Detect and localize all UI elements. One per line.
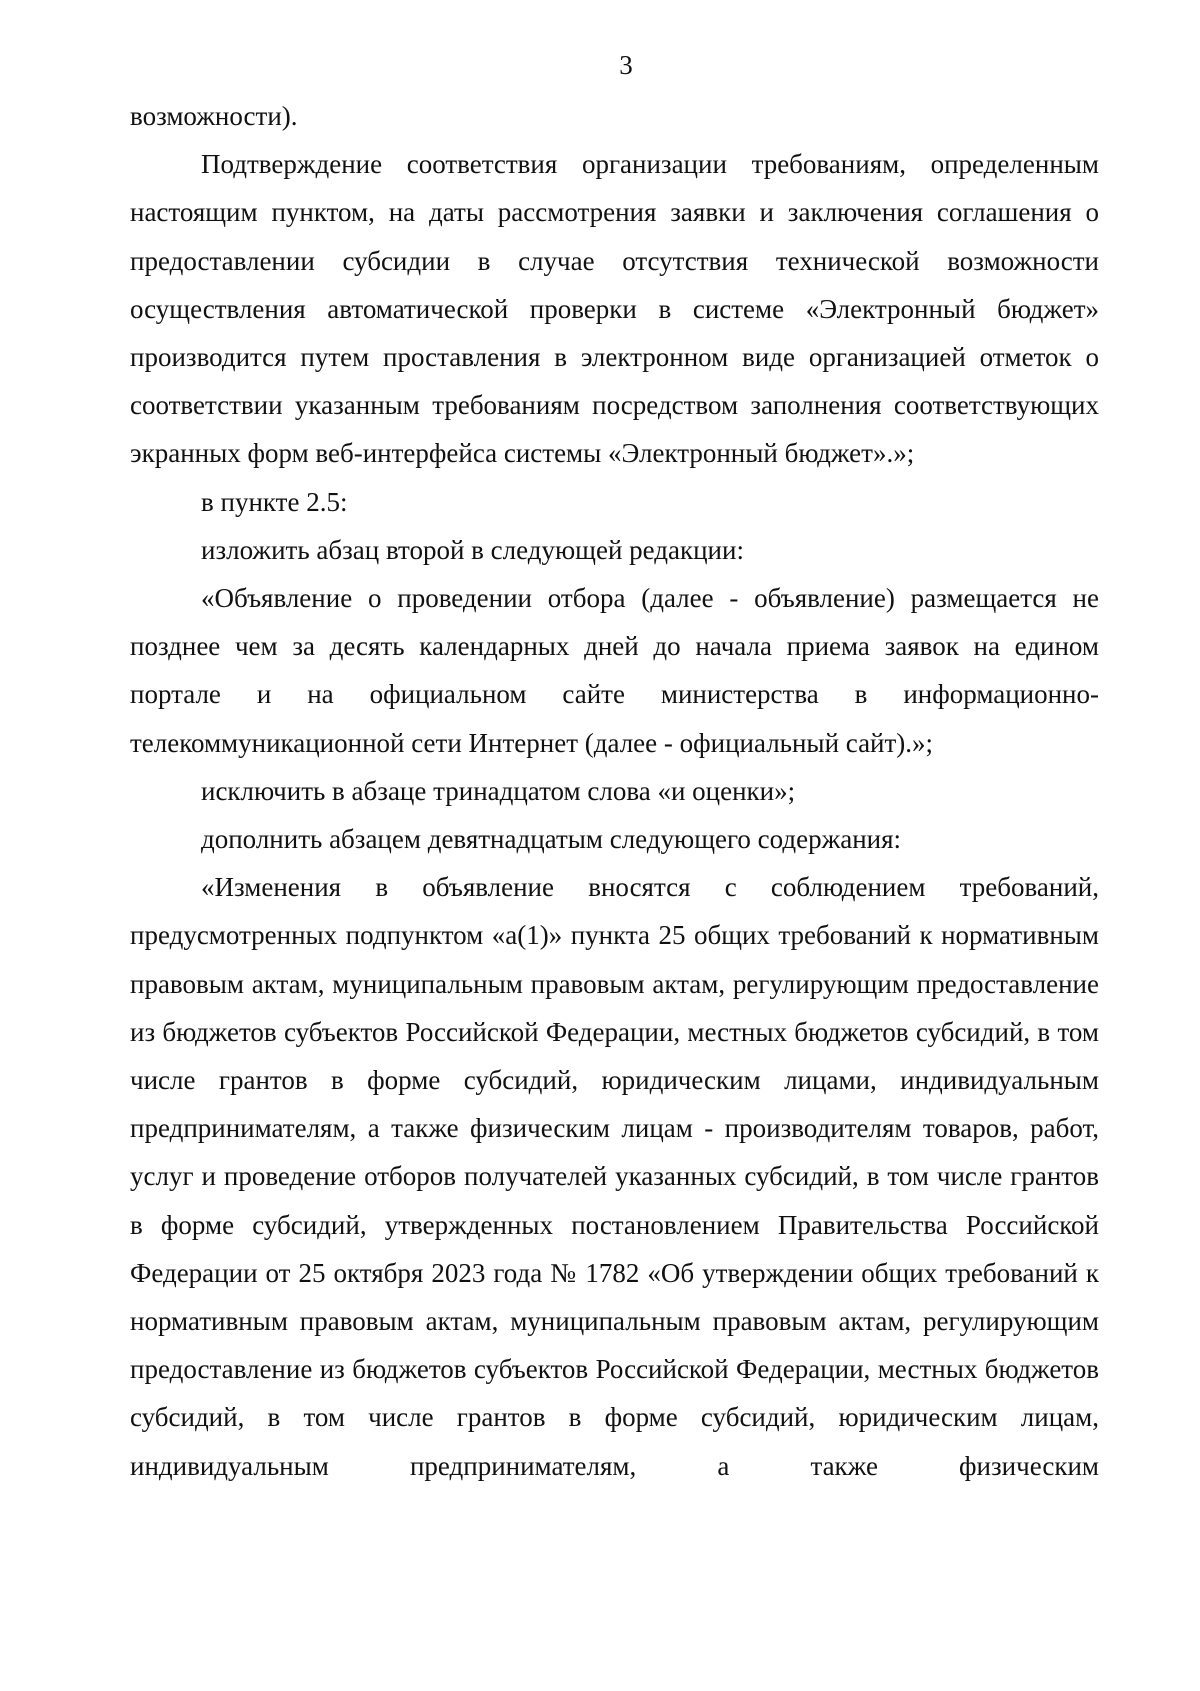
- page-number: 3: [619, 50, 633, 80]
- paragraph-confirmation: Подтверждение соответствия организации требованиям, определенным настоящим пунктом, на даты рассмотрения заявки и заключения соглашения о предоставлении субсидии в случае отсутствия технической возможности осуществления автоматической проверки в системе «Электронный бюджет» производится путем проставления в электронном виде организацией отметок о соответствии указанным требованиям посредством заполнения соответствующих экранных форм веб-интерфейса системы «Электронный бюджет».»;: [130, 149, 1099, 469]
- paragraph-continuation: возможности).: [130, 101, 298, 131]
- paragraph-amendments: «Изменения в объявление вносятся с соблюдением требований, предусмотренных подпунктом «а(1)» пункта 25 общих требований к нормативным правовым актам, муниципальным правовым актам, регулирующим предоставление из бюджетов субъектов Российской Федерации, местных бюджетов субсидий, в том числе грантов в форме субсидий, юридическим лицами, индивидуальным предпринимателям, а также физическим лицам - производителям товаров, работ, услуг и проведение отборов получателей указанных субсидий, в том числе грантов в форме субсидий, утвержденных постановлением Правительства Российской Федерации от 25 октября 2023 года № 1782 «Об утверждении общих требований к нормативным правовым актам, муниципальным правовым актам, регулирующим предоставление из бюджетов субъектов Российской Федерации, местных бюджетов субсидий, в том числе грантов в форме субсидий, юридическим лицам, индивидуальным предпринимателям, а также физическим: [130, 872, 1099, 1481]
- paragraph-instruction-add: дополнить абзацем девятнадцатым следующего содержания:: [201, 824, 902, 855]
- paragraph-clause-ref: в пункте 2.5:: [201, 486, 348, 517]
- paragraph-announcement: «Объявление о проведении отбора (далее - объявление) размещается не позднее чем за десять календарных дней до начала приема заявок на едином портале и на официальном сайте министерства в информационно-телекоммуникационной сети Интернет (далее - официальный сайт).»;: [130, 583, 1099, 758]
- document-body: [130, 92, 1099, 1490]
- paragraph-instruction-restate: изложить абзац второй в следующей редакции:: [201, 534, 744, 565]
- paragraph-instruction-exclude: исключить в абзаце тринадцатом слова «и оценки»;: [201, 775, 796, 806]
